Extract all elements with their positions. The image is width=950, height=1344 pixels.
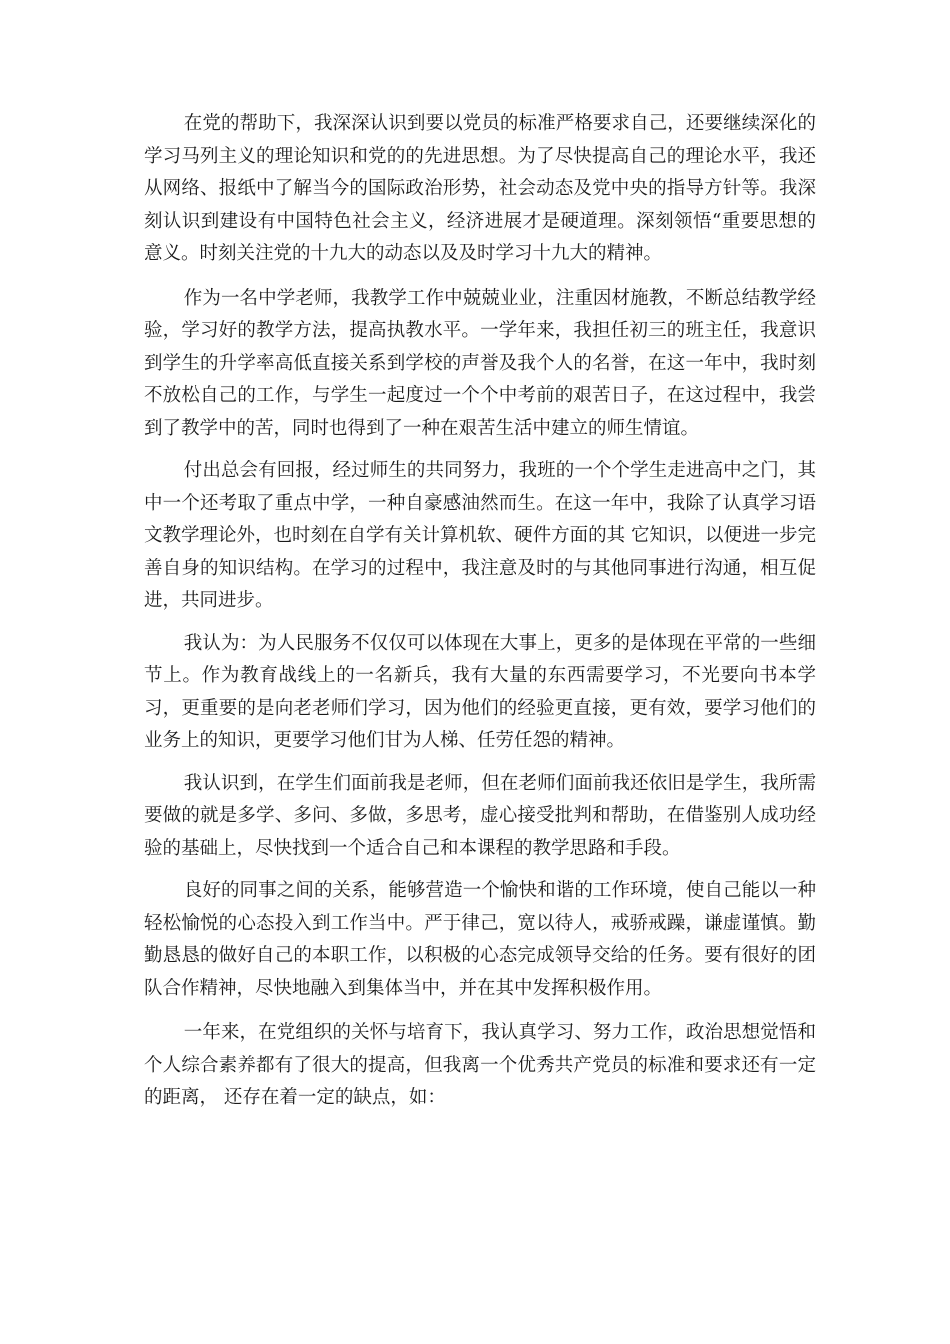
paragraph-results: 付出总会有回报，经过师生的共同努力，我班的一个个学生走进高中之门，其中一个还考取了重点中学，一种自豪感油然而生。在这一年中，我除了认真学习语文教学理论外，也时刻在自学有关计算机软、硬件方面的其 它知识，以便进一步完善自身的知识结构。在学习的过程中，我注意及时的与其他同事进行沟通，相互促进，共同进步。: [144, 460, 816, 611]
paragraph-summary: 一年来，在党组织的关怀与培育下，我认真学习、努力工作，政治思想觉悟和个人综合素养都有了很大的提高，但我离一个优秀共产党员的标准和要求还有一定的距离， 还存在着一定的缺点，如：: [144, 1022, 816, 1108]
paragraph-party-study: 在党的帮助下，我深深认识到要以党员的标准严格要求自己，还要继续深化的学习马列主义的理论知识和党的的先进思想。为了尽快提高自己的理论水平，我还从网络、报纸中了解当今的国际政治形势，社会动态及党中央的指导方针等。我深刻认识到建设有中国特色社会主义，经济进展才是硬道理。深刻领悟“重要思想的意义。时刻关注党的十九大的动态以及及时学习十九大的精神。: [144, 113, 816, 264]
paragraph-serve-people: 我认为：为人民服务不仅仅可以体现在大事上，更多的是体现在平常的一些细节上。作为教育战线上的一名新兵，我有大量的东西需要学习，不光要向书本学习，更重要的是向老老师们学习，因为他们的经验更直接，更有效，要学习他们的业务上的知识，更要学习他们甘为人梯、任劳任怨的精神。: [144, 632, 816, 751]
paragraph-colleague-relations: 良好的同事之间的关系，能够营造一个愉快和谐的工作环境，使自己能以一种轻松愉悦的心态投入到工作当中。严于律己，宽以待人，戒骄戒躁，谦虚谨慎。勤勤恳恳的做好自己的本职工作，以积极的心态完成领导交给的任务。要有很好的团队合作精神，尽快地融入到集体当中，并在其中发挥积极作用。: [144, 880, 816, 999]
paragraph-learn-from-teachers: 我认识到，在学生们面前我是老师，但在老师们面前我还依旧是学生，我所需要做的就是多学、多问、多做，多思考，虚心接受批判和帮助，在借鉴别人成功经验的基础上，尽快找到一个适合自己和本课程的教学思路和手段。: [144, 772, 816, 859]
document-body: [144, 108, 816, 1115]
paragraph-teaching-work: 作为一名中学老师，我教学工作中兢兢业业，注重因材施教，不断总结教学经验，学习好的教学方法，提高执教水平。一学年来，我担任初三的班主任，我意识到学生的升学率高低直接关系到学校的声誉及我个人的名誉，在这一年中，我时刻不放松自己的工作，与学生一起度过一个个中考前的艰苦日子，在这过程中，我尝到了教学中的苦，同时也得到了一种在艰苦生活中建立的师生情谊。: [144, 287, 816, 439]
